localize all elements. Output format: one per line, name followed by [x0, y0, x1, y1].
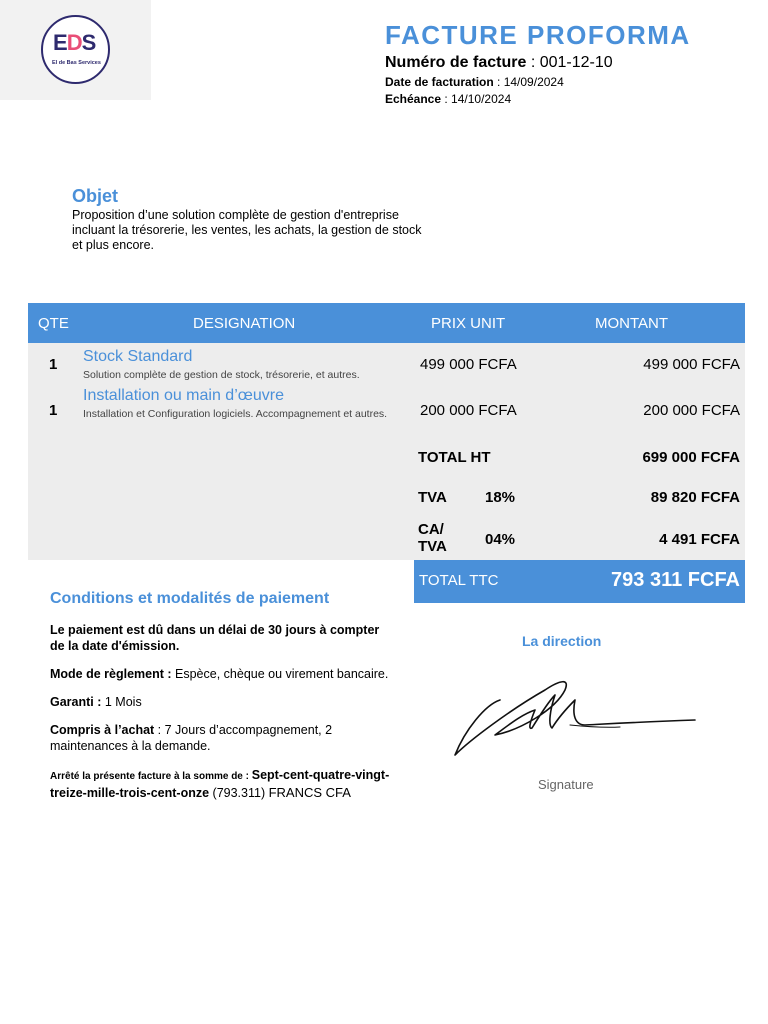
catva-label: CA/ TVA — [418, 521, 447, 555]
signature-image — [450, 670, 700, 765]
objet-heading: Objet — [72, 186, 119, 206]
objet-text: Proposition d’une solution complète de gestion d'entreprise incluant la trésorerie, les ventes, les achats, la gestion de stock et plus encore. — [72, 208, 422, 252]
included-services: Compris à l’achat : 7 Jours d’accompagnement, 2 maintenances à la demande. — [50, 723, 333, 753]
total-ttc-label: TOTAL TTC — [419, 572, 499, 589]
logo-letters: EDS — [53, 30, 96, 55]
tva-value: 89 820 FCFA — [650, 489, 740, 506]
invoice-due-date: Echéance : 14/10/2024 — [385, 92, 512, 106]
conditions-heading: Conditions et modalités de paiement — [50, 590, 330, 607]
catva-value: 4 491 FCFA — [659, 531, 740, 548]
header-qty: QTE — [38, 315, 69, 332]
payment-mode: Mode de règlement : Espèce, chèque ou virement bancaire. — [50, 667, 389, 681]
item-description: Solution complète de gestion de stock, trésorerie, et autres. — [83, 369, 360, 381]
amount-in-words: Arrêté la présente facture à la somme de : Sept-cent-quatre-vingt- treize-mille-trois-cent-onze (793.311) FRANCS CFA — [50, 768, 390, 800]
item-name: Stock Standard — [83, 348, 193, 365]
header-designation: DESIGNATION — [193, 315, 296, 332]
item-unit-price: 499 000 FCFA — [420, 356, 517, 373]
total-ht-label: TOTAL HT — [418, 449, 491, 466]
header-unit-price: PRIX UNIT — [431, 315, 506, 332]
signature-label: Signature — [538, 777, 594, 792]
tva-rate: 18% — [485, 489, 516, 506]
guarantee: Garanti : 1 Mois — [50, 695, 142, 709]
item-description: Installation et Configuration logiciels. Accompagnement et autres. — [83, 408, 388, 420]
catva-rate: 04% — [485, 531, 516, 548]
logo-tagline: El de Bas Services — [52, 60, 101, 66]
row-qty: 1 — [49, 402, 58, 419]
item-amount: 200 000 FCFA — [643, 402, 740, 419]
direction-label: La direction — [522, 633, 602, 649]
invoice-date: Date de facturation : 14/09/2024 — [385, 75, 564, 89]
row-qty: 1 — [49, 356, 58, 373]
item-amount: 499 000 FCFA — [643, 356, 740, 373]
payment-terms: Le paiement est dû dans un délai de 30 jours à compter de la date d'émission. — [50, 623, 380, 653]
table-header — [28, 303, 745, 343]
item-name: Installation ou main d’œuvre — [83, 387, 284, 404]
item-unit-price: 200 000 FCFA — [420, 402, 517, 419]
tva-label: TVA — [418, 489, 447, 506]
total-ht-value: 699 000 FCFA — [642, 449, 740, 466]
invoice-number: Numéro de facture : 001-12-10 — [385, 54, 613, 71]
header-amount: MONTANT — [595, 315, 669, 332]
document-title: FACTURE PROFORMA — [385, 20, 691, 50]
total-ttc-value: 793 311 FCFA — [611, 569, 740, 591]
